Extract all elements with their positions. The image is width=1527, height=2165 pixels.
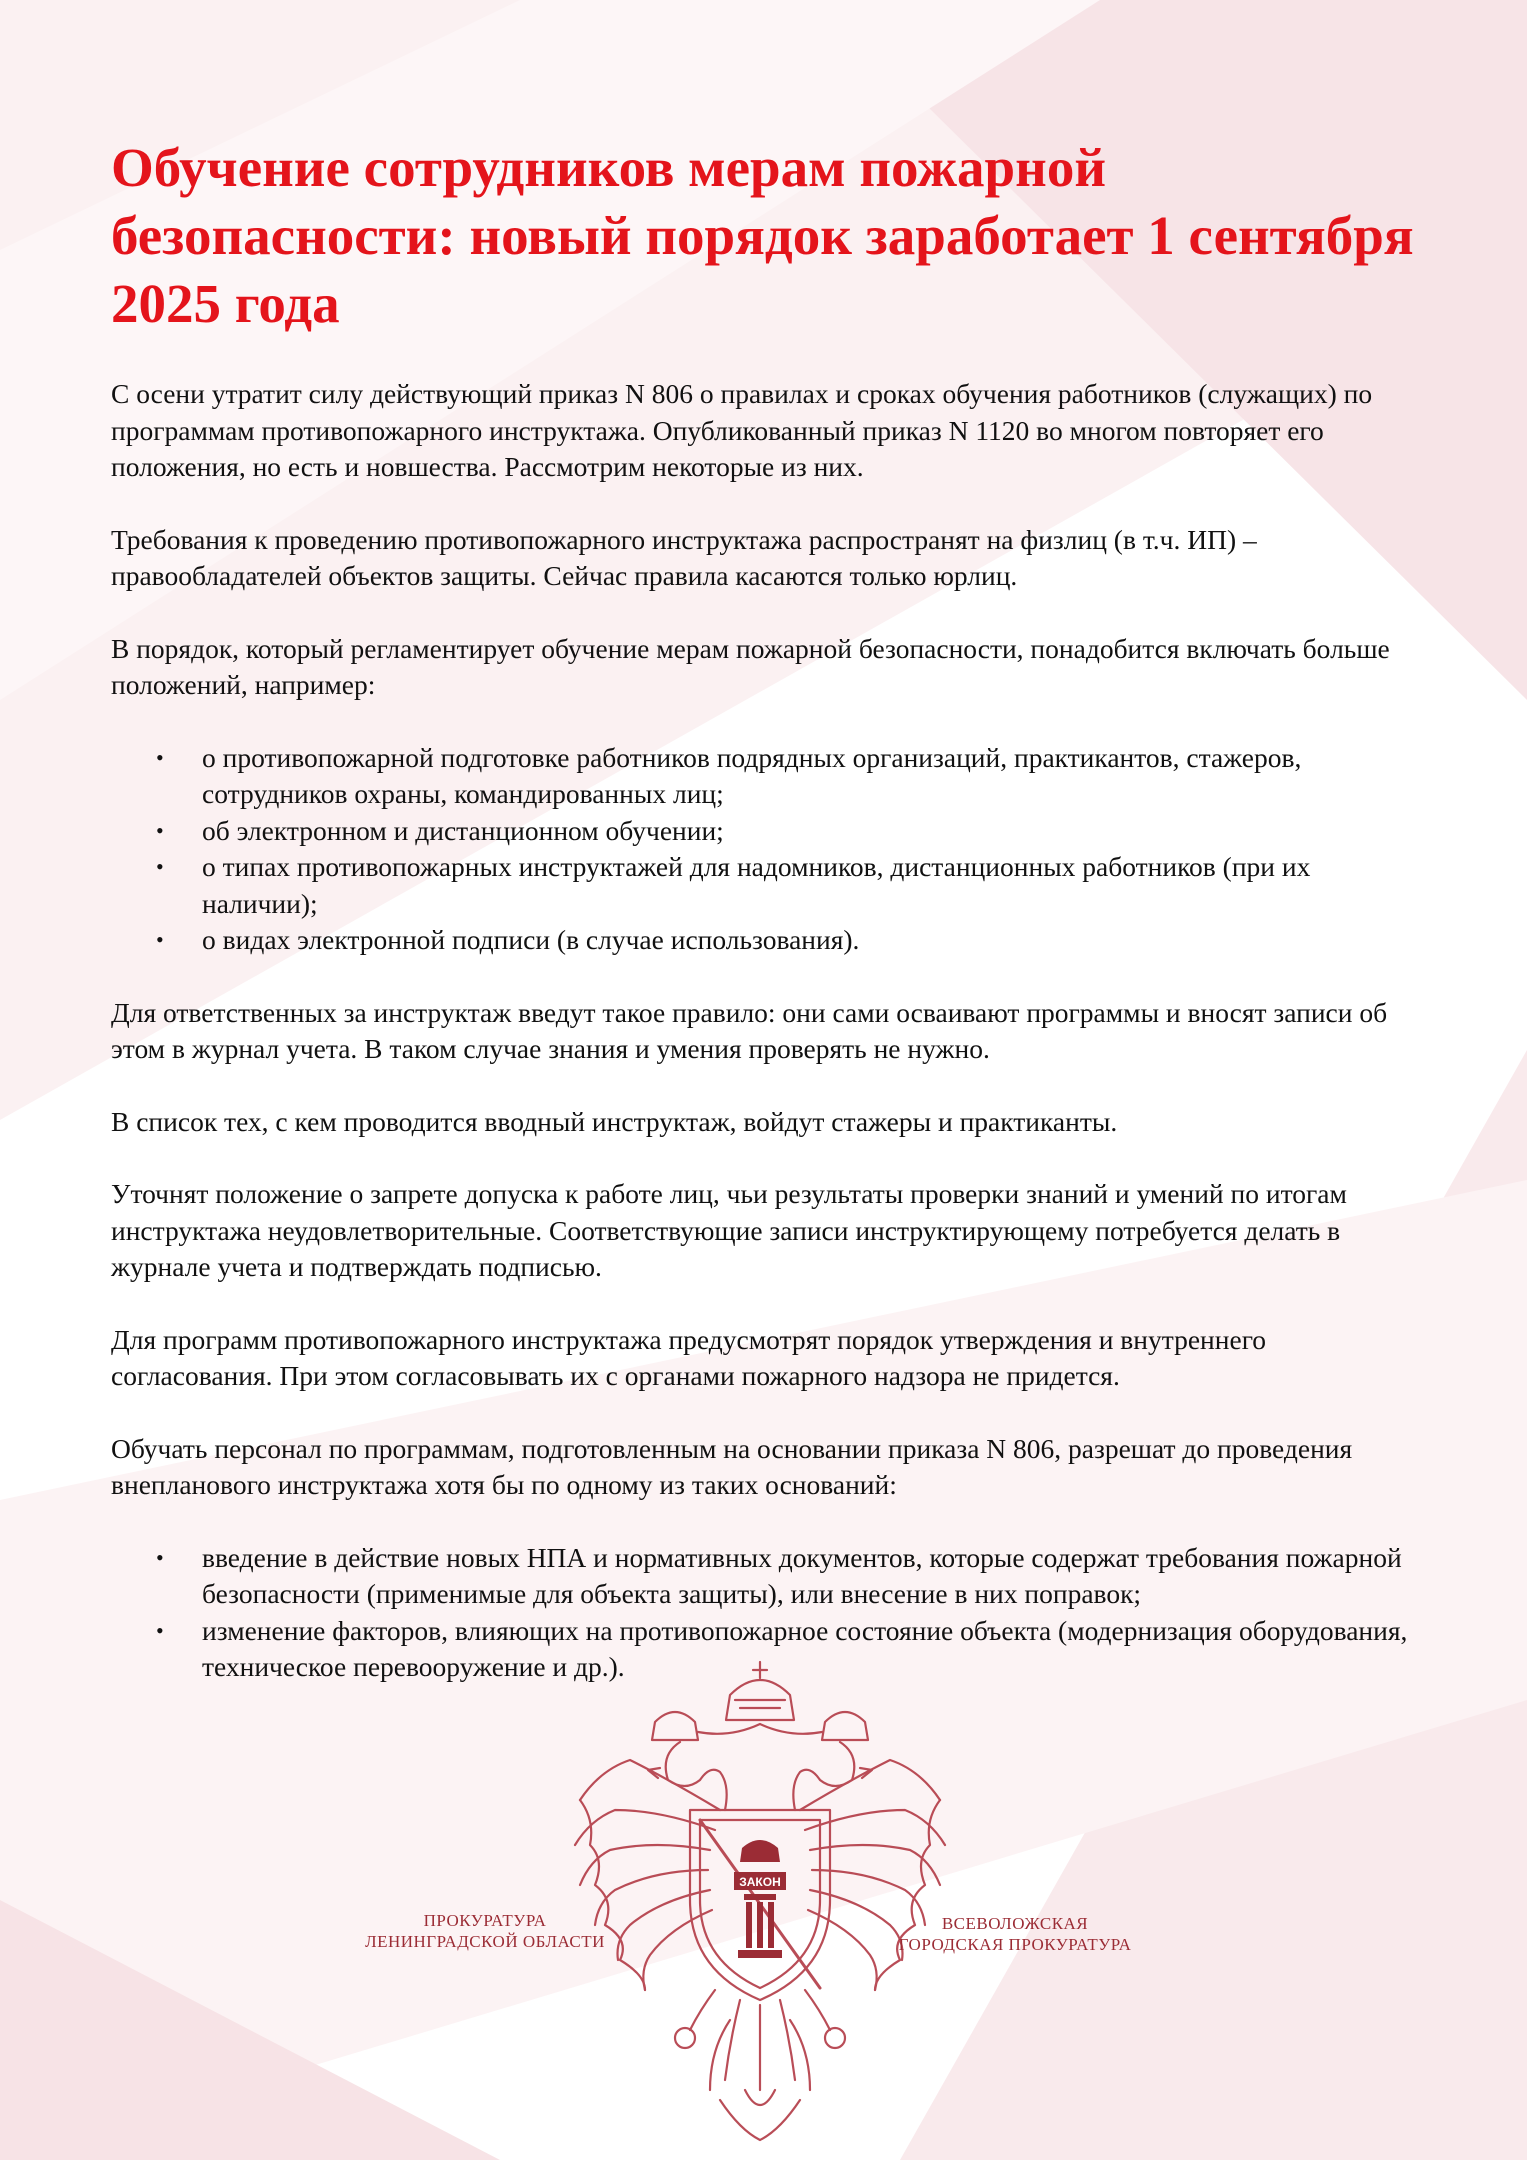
org-name-left [345, 1910, 625, 1952]
paragraph-responsible: Для ответственных за инструктаж введут такое правило: они сами осваивают программы и вносят записи об этом в журнал учета. В таком случае знания и умения проверять не нужно. [111, 996, 1388, 1064]
bullet-icon: • [156, 1544, 164, 1570]
list-item: • о типах противопожарных инструктажей для надомников, дистанционных работников (при их наличии); [156, 851, 1311, 919]
org-right-line1: ВСЕВОЛОЖСКАЯ [941, 1914, 1089, 1933]
paragraph-procedure: В порядок, который регламентирует обучение мерам пожарной безопасности, понадобится включать больше положений, например: [111, 632, 1390, 700]
list-item: • о видах электронной подписи (в случае использования). [111, 922, 1426, 959]
paragraph-admission-ban: Уточнят положение о запрете допуска к работе лиц, чьи результаты проверки знаний и умений по итогам инструктажа неудовлетворительные. Соответствующие записи инструктирующему потребуется делать в журнале учета и подтверждать подписью. [111, 1178, 1347, 1282]
org-left-line2: ЛЕНИНГРАДСКОЙ ОБЛАСТИ [365, 1932, 605, 1951]
paragraph-individuals: Требования к проведению противопожарного инструктажа распространят на физлиц (в т.ч. ИП) – правообладателей объектов защиты. Сейчас правила касаются только юрлиц. [111, 523, 1257, 591]
paragraph-transition: Обучать персонал по программам, подготовленным на основании приказа N 806, разрешат до проведения внепланового инструктажа хотя бы по одному из таких оснований: [111, 1432, 1353, 1500]
article [111, 134, 1426, 1686]
article-title: Обучение сотрудников мерам пожарной безопасности: новый порядок заработает 1 сентября 2025 года [111, 137, 1414, 334]
bullet-icon: • [156, 927, 164, 952]
list-item: • изменение факторов, влияющих на противопожарное состояние объекта (модернизация оборудования, техническое перевооружение и др.). [156, 1614, 1408, 1682]
paragraph-order-806: С осени утратит силу действующий приказ N 806 о правилах и сроках обучения работников (служащих) по программам противопожарного инструктажа. Опубликованный приказ N 1120 во многом повторяет его положения, но есть и новшества. Рассмотрим некоторые из них. [111, 378, 1373, 482]
list-item: • об электронном и дистанционном обучении; [111, 813, 1426, 850]
grounds-list [111, 1540, 1426, 1686]
paragraph-introductory: В список тех, с кем проводится вводный инструктаж, войдут стажеры и практиканты. [111, 1105, 1118, 1137]
list-item: • о противопожарной подготовке работников подрядных организаций, практикантов, стажеров, сотрудников охраны, командированных лиц; [156, 741, 1302, 809]
org-right-line2: ГОРОДСКАЯ ПРОКУРАТУРА [898, 1935, 1132, 1954]
bullet-icon: • [156, 1617, 164, 1643]
paragraph-programs-approval: Для программ противопожарного инструктажа предусмотрят порядок утверждения и внутреннего согласования. При этом согласовывать их с органами пожарного надзора не придется. [111, 1323, 1267, 1391]
org-left-line1: ПРОКУРАТУРА [423, 1911, 547, 1930]
bullet-icon: • [156, 744, 164, 770]
emblem-label: ЗАКОН [739, 1875, 781, 1889]
list-item: • введение в действие новых НПА и нормативных документов, которые содержат требования пожарной безопасности (применимые для объекта защиты), или внесение в них поправок; [156, 1541, 1402, 1609]
bullet-icon: • [156, 817, 164, 843]
bullet-icon: • [156, 854, 164, 879]
procedure-list [111, 740, 1426, 959]
org-name-right [880, 1913, 1150, 1955]
